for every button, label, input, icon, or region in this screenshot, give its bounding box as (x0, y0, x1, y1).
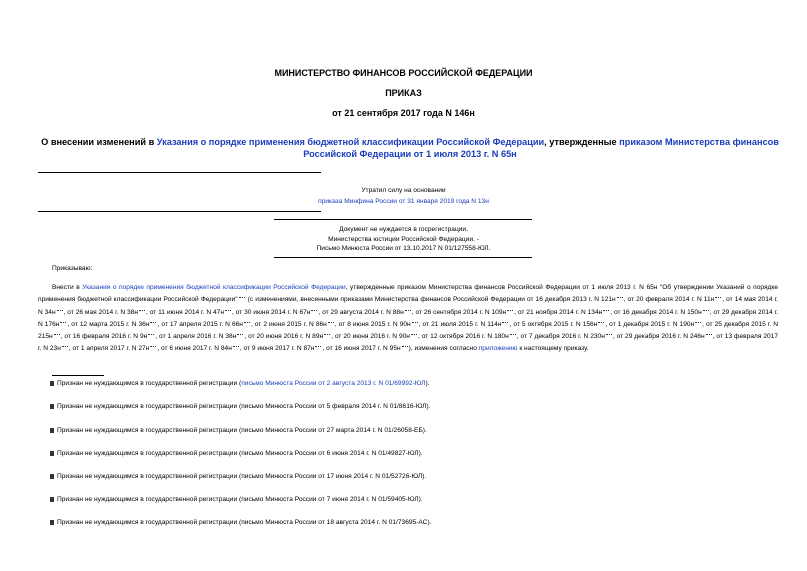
footnote-marker-icon (239, 294, 245, 298)
footnote-marker-icon (703, 307, 709, 311)
footnote-marker-icon (706, 331, 712, 335)
footnote-7: Признан не нуждающимся в государственной регистрации (письмо Минюста России от 18 августа 2014 г. N 01/73695-АС). (50, 519, 431, 526)
footnote-marker-icon (411, 331, 417, 335)
footnote-marker-icon (50, 451, 54, 456)
footnote-marker-icon (225, 307, 231, 311)
footnote-marker-icon (405, 307, 411, 311)
footnote-marker-icon (603, 307, 609, 311)
footnote-marker-icon (139, 307, 145, 311)
footnote-marker-icon (502, 319, 508, 323)
footnote-marker-icon (402, 343, 408, 347)
footnote-marker-icon (715, 294, 721, 298)
document-title (30, 136, 790, 160)
footnote-3: Признан не нуждающимся в государственной регистрации (письмо Минюста России от 27 марта 2014 г. N 01/26058-ЕБ). (50, 427, 427, 434)
footnote-marker-icon (244, 319, 250, 323)
footnote-marker-icon (150, 343, 156, 347)
link-guidelines[interactable]: Указания о порядке применения бюджетной классификации Российской Федерации (82, 284, 346, 291)
registration-note-line1: Документ не нуждается в госрегистрации. (339, 226, 468, 233)
registration-note-line2: Министерства юстиции Российской Федерации. - (328, 235, 479, 243)
footnote-marker-icon (50, 404, 54, 409)
doc-date-number: от 21 сентября 2017 года N 146н (332, 108, 475, 118)
footnote-marker-icon (50, 497, 54, 502)
footnote-2: Признан не нуждающимся в государственной регистрации (письмо Минюста России от 5 февраля 2014 г. N 01/8616-ЮЛ). (50, 403, 430, 410)
footnote-marker-icon (233, 343, 239, 347)
footnote-marker-icon (50, 381, 54, 386)
footnote-marker-icon (50, 520, 54, 525)
footnote-marker-icon (510, 331, 516, 335)
footnote-marker-icon (237, 331, 243, 335)
footnote-marker-icon (50, 428, 54, 433)
ministry-heading: МИНИСТЕРСТВО ФИНАНСОВ РОССИЙСКОЙ ФЕДЕРАЦИИ (274, 68, 533, 78)
status-note-link[interactable]: приказа Минфина России от 31 января 2019 года N 13н (318, 197, 489, 205)
footnote-5: Признан не нуждающимся в государственной регистрации (письмо Минюста России от 17 июня 2014 г. N 01/52726-ЮЛ). (50, 473, 426, 480)
footnote-1: Признан не нуждающимся в государственной регистрации (письмо Минюста России от 2 августа 2013 г. N 01/69992-ЮЛ). (50, 380, 429, 387)
footnote-marker-icon (324, 331, 330, 335)
footnote-marker-icon (328, 319, 334, 323)
footnote-4: Признан не нуждающимся в государственной регистрации (письмо Минюста России от 6 июня 2014 г. N 01/49827-ЮЛ). (50, 450, 423, 457)
link-appendix[interactable]: приложению (478, 345, 518, 353)
footnote-marker-icon (598, 319, 604, 323)
footnote-marker-icon (617, 294, 623, 298)
status-note (140, 186, 667, 206)
footnote-6: Признан не нуждающимся в государственной регистрации (письмо Минюста России от 7 июня 2014 г. N 01/59405-ЮЛ). (50, 496, 423, 503)
footnote-marker-icon (54, 331, 60, 335)
divider-4 (274, 257, 532, 258)
footnote-marker-icon (507, 307, 513, 311)
footnote-marker-icon (695, 319, 701, 323)
footnote-marker-icon (150, 319, 156, 323)
footnote-1-link[interactable]: письмо Минюста России от 2 августа 2013 г. N 01/69992-ЮЛ (241, 380, 426, 387)
title-link-guidelines[interactable]: Указания о порядке применения бюджетной классификации Российской Федерации (156, 137, 545, 147)
footnote-divider (52, 375, 104, 376)
status-note-text: Утратил силу на основании (361, 187, 446, 194)
doc-type-heading: ПРИКАЗ (385, 88, 422, 98)
registration-note (140, 225, 667, 254)
footnote-marker-icon (57, 307, 63, 311)
divider-1 (38, 172, 321, 173)
divider-2 (38, 211, 321, 212)
main-paragraph: Внести в Указания о порядке применения бюджетной классификации Российской Федерации, утвержденные приказом Министерства финансов Российской Федерации от 1 июля 2013 г. N 65н "Об утверждении Указаний о порядке применения бюджетной классификации Российской Федерации" (с изменениями, внесенными приказами Министерства финансов Российской Федерации от 16 декабря 2013 г. N 121н , от 20 февраля 2014 г. N 11н , от 14 мая 2014 г. N 34н , от 26 мая 2014 г. N 38н , от 11 июня 2014 г. N 47н , от 30 июня 2014 г. N 67н , от 29 августа 2014 г. N 88н , от 26 сентября 2014 г. N 109н , от 21 ноября 2014 г. N 134н , от 16 декабря 2014 г. N 150н , от 29 декабря 2014 г. N 176н , от 12 марта 2015 г. N 36н , от 17 апреля 2015 г. N 66н , от 2 июня 2015 г. N 86н , от 8 июня 2015 г. N 90н , от 21 июля 2015 г. N 114н , от 5 октября 2015 г. N 156н , от 1 декабря 2015 г. N 190н , от 25 декабря 2015 г. N 215н , от 16 февраля 2016 г. N 9н , от 1 апреля 2016 г. N 38н , от 20 июня 2016 г. N 89н , от 20 июня 2016 г. N 90н , от 12 октября 2016 г. N 180н , от 7 декабря 2016 г. N 230н , от 29 декабря 2016 г. N 246н , от 13 февраля 2017 г. N 23н , от 1 апреля 2017 г. N 27н , от 6 июня 2017 г. N 84н , от 9 июня 2017 г. N 87н , от 16 июня 2017 г. N 95н ), изменения согласно приложению к настоящему приказу. (38, 284, 779, 353)
footnote-marker-icon (311, 307, 317, 311)
footnote-marker-icon (315, 343, 321, 347)
footnote-marker-icon (62, 343, 68, 347)
title-text-2: , утвержденные (544, 137, 620, 147)
title-text-1: О внесении изменений в (41, 137, 157, 147)
footnote-marker-icon (60, 319, 66, 323)
footnote-marker-icon (50, 474, 54, 479)
registration-note-line3: Письмо Минюста России от 13.10.2017 N 01/127558-ЮЛ. (316, 245, 491, 252)
order-word: Приказываю: (52, 265, 93, 272)
footnote-marker-icon (148, 331, 154, 335)
footnote-marker-icon (412, 319, 418, 323)
title-link-order-65n[interactable]: приказом Министерства финансов Российской Федерации от 1 июля 2013 г. N 65н (303, 137, 779, 159)
footnote-marker-icon (606, 331, 612, 335)
divider-3 (274, 219, 532, 220)
